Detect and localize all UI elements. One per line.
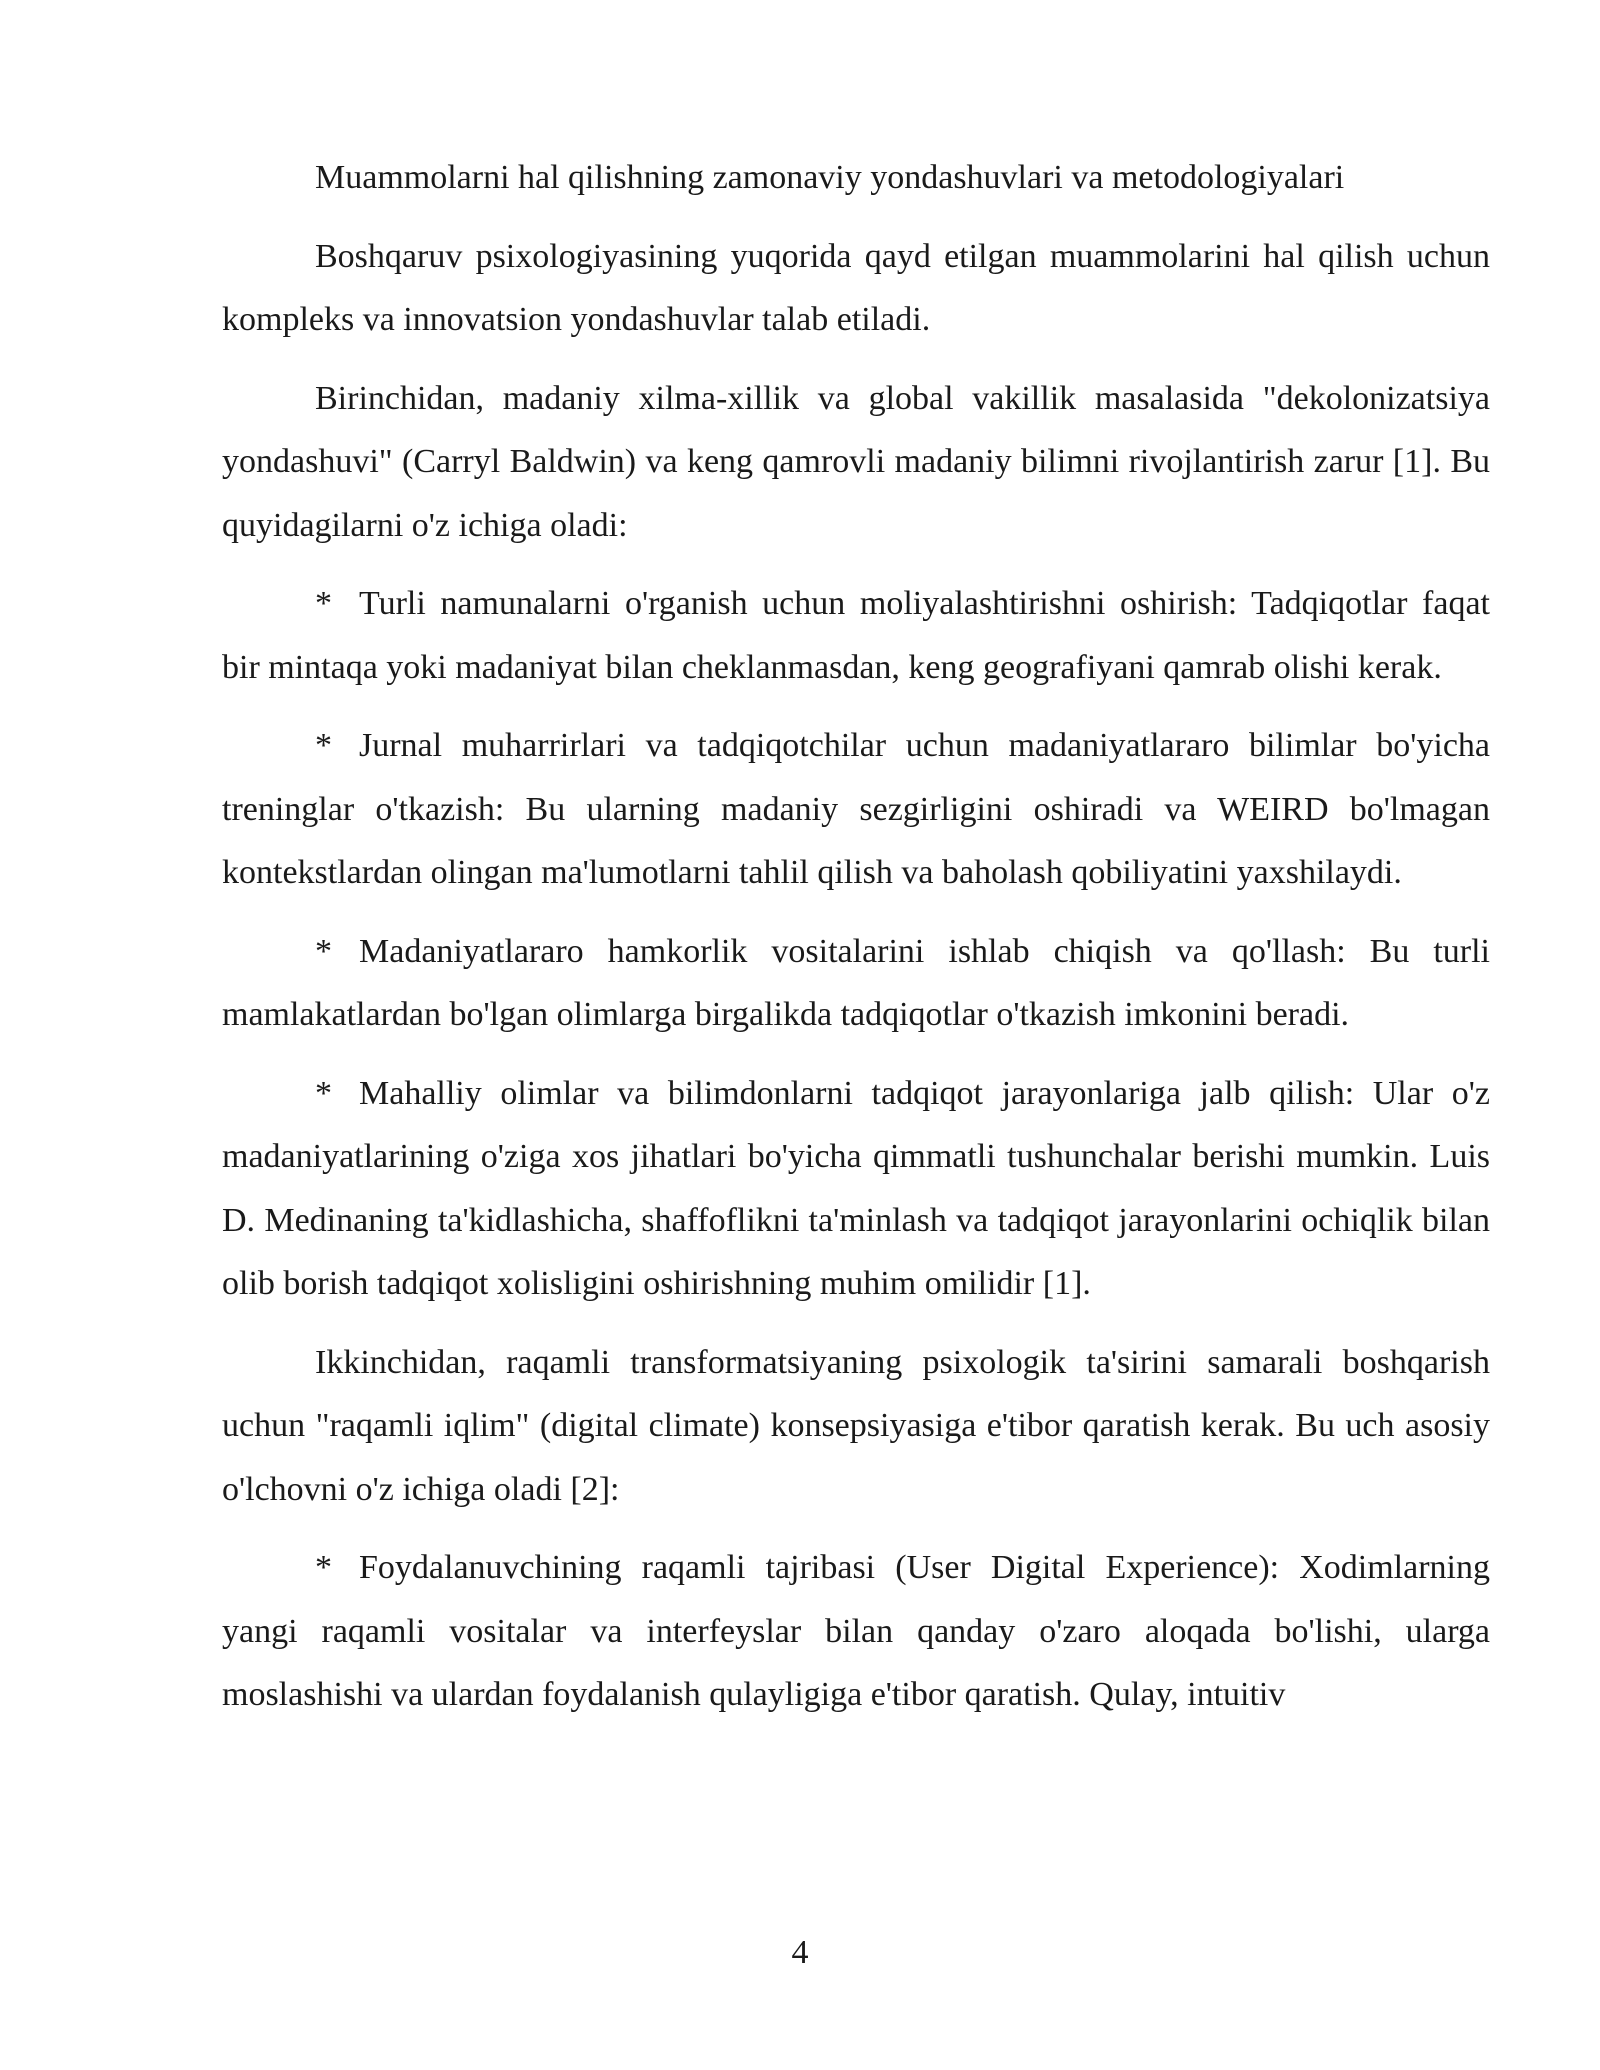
bullet-text: Turli namunalarni o'rganish uchun moliyalashtirishni oshirish: Tadqiqotlar faqat bir mintaqa yoki madaniyat bilan cheklanmasdan, keng geografiyani qamrab olishi kerak. <box>222 585 1490 686</box>
bullet-mark: * <box>315 1549 332 1586</box>
paragraph: Birinchidan, madaniy xilma-xillik va global vakillik masalasida "dekolonizatsiya yondashuvi" (Carryl Baldwin) va keng qamrovli madaniy bilimni rivojlantirish zarur [1]. Bu quyidagilarni o'z ichiga oladi: <box>222 379 1490 544</box>
bullet-text: Jurnal muharrirlari va tadqiqotchilar uchun madaniyatlararo bilimlar bo'yicha treninglar o'tkazish: Bu ularning madaniy sezgirligini oshiradi va WEIRD bo'lmagan kontekstlardan olingan ma'lumotlarni tahlil qilish va baholash qobiliyatini yaxshilaydi. <box>222 727 1490 891</box>
bullet-item <box>222 920 1490 1047</box>
bullet-mark: * <box>315 932 332 970</box>
bullet-item <box>222 1536 1490 1727</box>
bullet-text: Madaniyatlararo hamkorlik vositalarini ishlab chiqish va qo'llash: Bu turli mamlakatlardan bo'lgan olimlarga birgalikda tadqiqotlar o'tkazish imkonini beradi. <box>222 932 1490 1033</box>
bullet-mark: * <box>315 727 332 764</box>
bullet-text: Mahalliy olimlar va bilimdonlarni tadqiqot jarayonlariga jalb qilish: Ular o'z madaniyatlarining o'ziga xos jihatlari bo'yicha qimmatli tushunchalar berishi mumkin. Luis D. Medinaning ta'kidlashicha, shaffoflikni ta'minlash va tadqiqot jarayonlarini ochiqlik bilan olib borish tadqiqot xolisligini oshirishning muhim omilidir [1]. <box>222 1074 1490 1302</box>
page-content <box>222 146 1490 1742</box>
bullet-item <box>222 572 1490 699</box>
bullet-mark: * <box>315 1074 332 1112</box>
bullet-item <box>222 1062 1490 1316</box>
bullet-text: Foydalanuvchining raqamli tajribasi (User Digital Experience): Xodimlarning yangi raqamli vositalar va interfeyslar bilan qanday o'zaro aloqada bo'lishi, ularga moslashishi va ulardan foydalanish qulayligiga e'tibor qaratish. Qulay, intuitiv <box>222 1549 1490 1713</box>
bullet-item <box>222 714 1490 905</box>
paragraph: Ikkinchidan, raqamli transformatsiyaning psixologik ta'sirini samarali boshqarish uchun "raqamli iqlim" (digital climate) konsepsiyasiga e'tibor qaratish kerak. Bu uch asosiy o'lchovni o'z ichiga oladi [2]: <box>222 1343 1490 1508</box>
paragraph: Boshqaruv psixologiyasining yuqorida qayd etilgan muammolarini hal qilish uchun kompleks va innovatsion yondashuvlar talab etiladi. <box>222 237 1490 338</box>
bullet-mark: * <box>315 585 332 622</box>
page-number: 4 <box>791 1934 809 1971</box>
section-heading: Muammolarni hal qilishning zamonaviy yondashuvlari va metodologiyalari <box>315 159 1345 196</box>
